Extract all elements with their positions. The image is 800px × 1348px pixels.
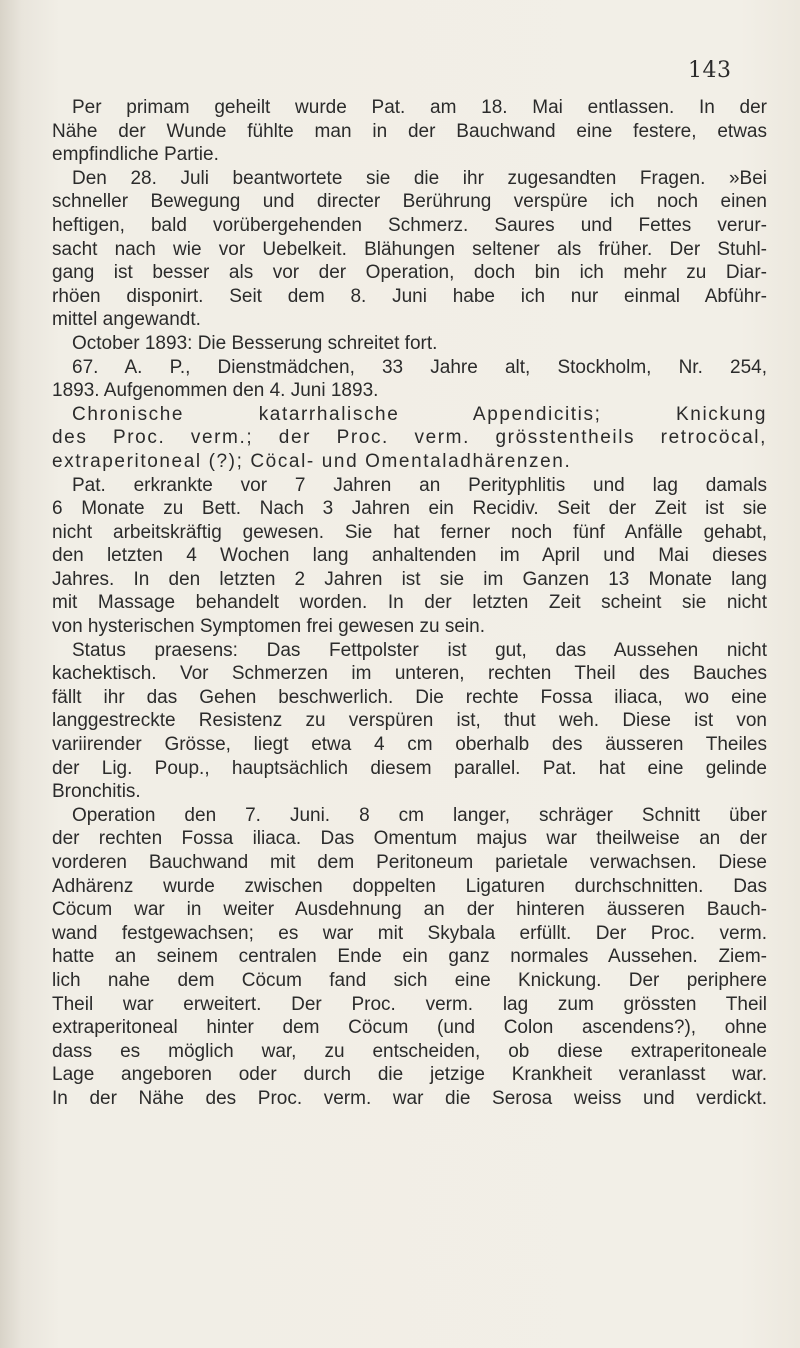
text-line: fällt ihr das Gehen beschwerlich. Die rechte Fossa iliaca, wo eine xyxy=(52,686,767,708)
text-line: wand festgewachsen; es war mit Skybala erfüllt. Der Proc. verm. xyxy=(52,922,767,944)
page-number: 143 xyxy=(688,58,732,83)
text-line: empfindliche Partie. xyxy=(52,144,219,166)
text-line: In der Nähe des Proc. verm. war die Serosa weiss und verdickt. xyxy=(52,1087,767,1109)
text-line: Nähe der Wunde fühlte man in der Bauchwand eine festere, etwas xyxy=(52,120,767,142)
text-line: Chronische katarrhalische Appendicitis; Knickung xyxy=(72,403,767,425)
text-line: extraperitoneal hinter dem Cöcum (und Colon ascendens?), ohne xyxy=(52,1017,767,1039)
text-line: extraperitoneal (?); Cöcal- und Omentaladhärenzen. xyxy=(52,450,572,472)
text-line: der Lig. Poup., hauptsächlich diesem parallel. Pat. hat eine gelinde xyxy=(52,757,767,779)
body-text xyxy=(52,96,767,1111)
text-line: nicht arbeitskräftig gewesen. Sie hat ferner noch fünf Anfälle gehabt, xyxy=(52,521,767,543)
text-line: dass es möglich war, zu entscheiden, ob diese extraperitoneale xyxy=(52,1040,767,1062)
text-line: der rechten Fossa iliaca. Das Omentum majus war theilweise an der xyxy=(52,828,767,850)
text-line: rhöen disponirt. Seit dem 8. Juni habe ich nur einmal Abführ- xyxy=(52,285,767,307)
text-line: October 1893: Die Besserung schreitet fort. xyxy=(72,332,438,354)
text-line: Status praesens: Das Fettpolster ist gut, das Aussehen nicht xyxy=(72,639,767,661)
text-line: 1893. Aufgenommen den 4. Juni 1893. xyxy=(52,380,379,402)
text-line: Theil war erweitert. Der Proc. verm. lag zum grössten Theil xyxy=(52,993,767,1015)
text-line: variirender Grösse, liegt etwa 4 cm oberhalb des äusseren Theiles xyxy=(52,734,767,756)
text-line: Adhärenz wurde zwischen doppelten Ligaturen durchschnitten. Das xyxy=(52,875,767,897)
text-line: des Proc. verm.; der Proc. verm. grösstentheils retrocöcal, xyxy=(52,427,767,449)
text-line: von hysterischen Symptomen frei gewesen zu sein. xyxy=(52,616,485,638)
text-line: mittel angewandt. xyxy=(52,309,201,331)
text-line: Pat. erkrankte vor 7 Jahren an Perityphlitis und lag damals xyxy=(72,474,767,496)
text-line: Operation den 7. Juni. 8 cm langer, schräger Schnitt über xyxy=(72,804,767,826)
text-line: sacht nach wie vor Uebelkeit. Blähungen seltener als früher. Der Stuhl- xyxy=(52,238,767,260)
text-line: hatte an seinem centralen Ende ein ganz normales Aussehen. Ziem- xyxy=(52,946,767,968)
text-line: 6 Monate zu Bett. Nach 3 Jahren ein Recidiv. Seit der Zeit ist sie xyxy=(52,498,767,520)
text-line: mit Massage behandelt worden. In der letzten Zeit scheint sie nicht xyxy=(52,592,767,614)
text-line: kachektisch. Vor Schmerzen im unteren, rechten Theil des Bauches xyxy=(52,663,767,685)
text-line: heftigen, bald vorübergehenden Schmerz. Saures und Fettes verur- xyxy=(52,214,767,236)
text-line: langgestreckte Resistenz zu verspüren ist, thut weh. Diese ist von xyxy=(52,710,767,732)
text-line: 67. A. P., Dienstmädchen, 33 Jahre alt, Stockholm, Nr. 254, xyxy=(72,356,767,378)
text-line: schneller Bewegung und directer Berührung verspüre ich noch einen xyxy=(52,191,767,213)
text-line: Cöcum war in weiter Ausdehnung an der hinteren äusseren Bauch- xyxy=(52,899,767,921)
text-line: Bronchitis. xyxy=(52,781,141,803)
text-line: gang ist besser als vor der Operation, doch bin ich mehr zu Diar- xyxy=(52,262,767,284)
text-line: den letzten 4 Wochen lang anhaltenden im April und Mai dieses xyxy=(52,545,767,567)
text-line: Lage angeboren oder durch die jetzige Krankheit veranlasst war. xyxy=(52,1064,767,1086)
text-line: Per primam geheilt wurde Pat. am 18. Mai entlassen. In der xyxy=(72,97,767,118)
text-line: vorderen Bauchwand mit dem Peritoneum parietale verwachsen. Diese xyxy=(52,852,767,873)
text-line: lich nahe dem Cöcum fand sich eine Knickung. Der periphere xyxy=(52,969,767,991)
text-line: Jahres. In den letzten 2 Jahren ist sie im Ganzen 13 Monate lang xyxy=(52,568,767,590)
text-line: Den 28. Juli beantwortete sie die ihr zugesandten Fragen. »Bei xyxy=(72,167,767,189)
